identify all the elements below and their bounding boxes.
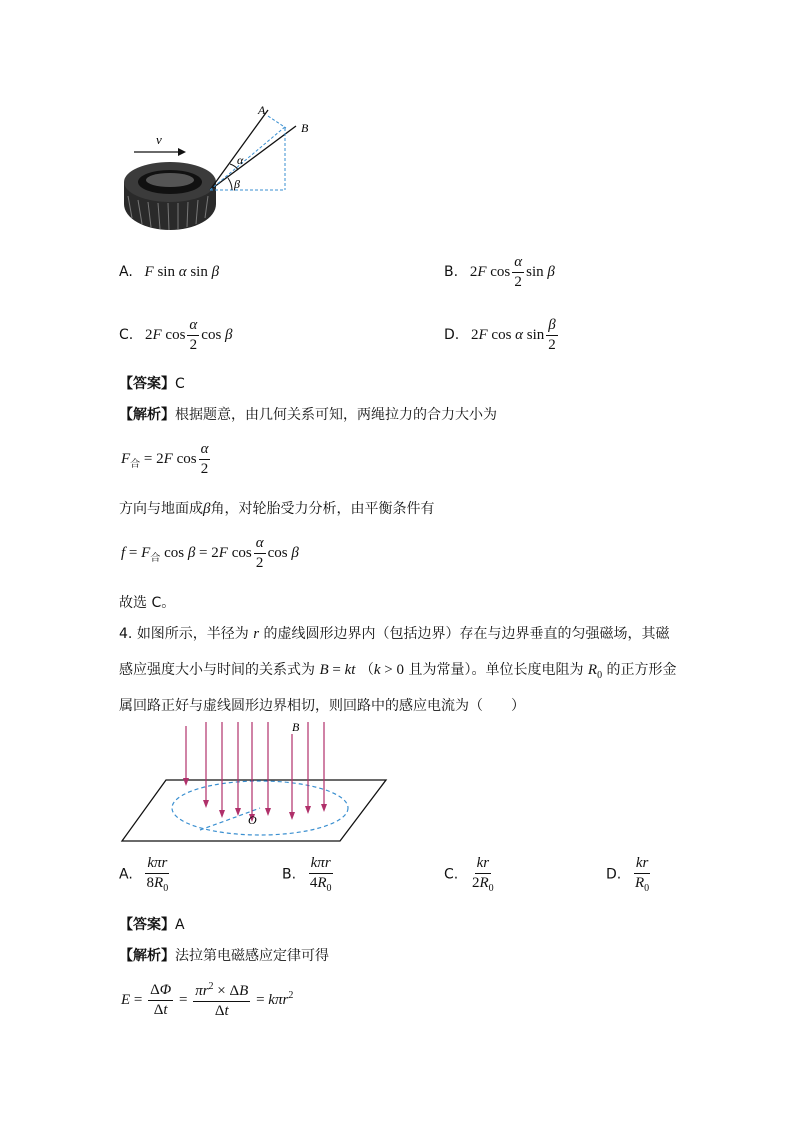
magnetic-field-figure (118, 716, 390, 846)
alpha-label: α (237, 153, 244, 167)
q3-mid-text (119, 498, 434, 518)
option-expr: $\frac{\text{kπr}}{8R_0}$ (146, 855, 169, 894)
q4-analysis (119, 945, 329, 965)
analysis-text: 根据题意，由几何关系可知，两绳拉力的合力大小为 (175, 407, 497, 423)
q4-line1-text: 如图所示，半径为 r 的虚线圆形边界内（包括边界）存在与边界垂直的匀强磁场，其磁 (136, 626, 670, 642)
option-expr: $\frac{kr}{R_0}$ (634, 855, 650, 894)
q4-line2: 感应强度大小与时间的关系式为 B = kt （k > 0 且为常量）。单位长度电阻为 $R_0$ 的正方形金 (119, 662, 677, 681)
tire-rope-figure (118, 96, 328, 236)
option-letter: A. (119, 264, 133, 280)
q3-answer (119, 373, 185, 393)
velocity-label: v (156, 132, 162, 147)
option-expr: 2F cos $\frac{\alpha}{2}$ sin β (469, 254, 555, 290)
mid-text-a: 方向与地面成 (119, 501, 203, 517)
q4-line3: 属回路正好与虚线圆形边界相切，则回路中的感应电流为（ ） (119, 698, 525, 714)
q4-number: 4. (119, 626, 133, 642)
q3-eq1: $F_合 = 2F$ cos $\frac{\alpha}{2}$ (121, 441, 209, 477)
mid-text-c: 角，对轮胎受力分析，由平衡条件有 (210, 501, 435, 517)
answer-label: 【答案】 (119, 917, 175, 933)
q3-analysis (119, 404, 497, 424)
q4-answer (119, 914, 185, 934)
dashed-line-top (268, 116, 286, 128)
answer-value: A (175, 917, 185, 933)
velocity-arrowhead (178, 148, 186, 156)
q3-option-a (119, 264, 219, 281)
q4-option-b (282, 856, 335, 894)
option-letter: C. (119, 326, 134, 343)
option-expr: $\frac{kr}{2R_0}$ (471, 855, 494, 894)
field-arrows (183, 722, 327, 822)
q4-option-a (119, 856, 172, 894)
option-letter: B. (444, 263, 459, 280)
q4-option-c (444, 856, 498, 894)
dashed-line-bisector (210, 126, 286, 190)
field-b-label: B (292, 720, 300, 734)
option-letter: A. (119, 866, 133, 883)
analysis-label: 【解析】 (119, 407, 175, 423)
option-expr: $\frac{\text{kπr}}{4R_0}$ (309, 855, 332, 894)
option-expr: 2F cos $\frac{\alpha}{2}$ cos β (144, 317, 233, 353)
option-expr: 2F cos α sin $\frac{\beta}{2}$ (470, 317, 556, 353)
answer-value: C (175, 376, 185, 392)
q4-eq1: E = $\frac{\Delta\Phi}{\Delta t}$ = $\frac{\pi r^2 \times \Delta B}{\Delta t}$ = kπr$^2$ (121, 981, 294, 1019)
q4-option-d (606, 856, 653, 894)
q3-option-d (444, 318, 560, 353)
mid-text-b: β (203, 501, 211, 517)
q3-eq2: $f = F_合$ cos β = 2F cos $\frac{\alpha}{2}$ cos β (121, 535, 299, 571)
tire-image (124, 162, 216, 230)
analysis-label: 【解析】 (119, 948, 175, 964)
answer-label: 【答案】 (119, 376, 175, 392)
option-expr: F sin α sin β (144, 264, 220, 280)
q3-option-b (444, 255, 555, 290)
option-letter: D. (444, 326, 460, 343)
rope-a-label: A (258, 103, 266, 117)
option-letter: D. (606, 866, 622, 883)
beta-label: β (234, 177, 240, 191)
q3-option-c (119, 318, 233, 353)
center-o-label: O (248, 813, 257, 827)
rope-b (210, 126, 296, 190)
q4-line1 (119, 623, 670, 643)
option-letter: C. (444, 866, 459, 883)
option-letter: B. (282, 866, 297, 883)
q3-conclusion: 故选 C。 (119, 595, 176, 611)
rope-b-label: B (301, 121, 309, 135)
beta-arc (228, 178, 232, 190)
analysis-text: 法拉第电磁感应定律可得 (175, 948, 329, 964)
